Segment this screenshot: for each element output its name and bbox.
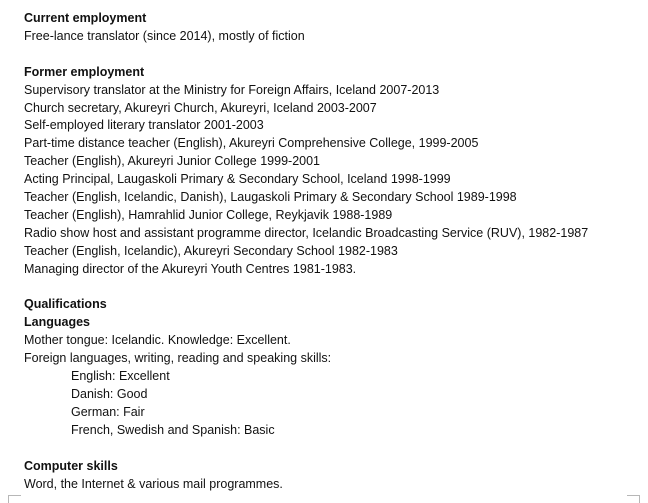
- computer-skills-heading: Computer skills: [24, 458, 118, 473]
- language-item: German: Fair: [71, 404, 145, 419]
- spacer: [24, 440, 634, 458]
- former-employment-item: Radio show host and assistant programme director, Icelandic Broadcasting Service (RUV), 1982-1987: [24, 225, 589, 240]
- former-employment-item: Managing director of the Akureyri Youth Centres 1981-1983.: [24, 261, 357, 276]
- spacer: [24, 46, 634, 64]
- foreign-languages-intro: Foreign languages, writing, reading and speaking skills:: [24, 351, 332, 366]
- former-employment-item: Part-time distance teacher (English), Akureyri Comprehensive College, 1999-2005: [24, 136, 479, 151]
- former-employment-item: Teacher (English), Hamrahlid Junior College, Reykjavik 1988-1989: [24, 207, 393, 222]
- former-employment-item: Teacher (English), Akureyri Junior College 1999-2001: [24, 154, 320, 169]
- former-employment-item: Teacher (English, Icelandic, Danish), Laugaskoli Primary & Secondary School 1989-1998: [24, 190, 517, 205]
- mother-tongue-text: Mother tongue: Icelandic. Knowledge: Excellent.: [24, 333, 291, 348]
- margin-corner-mark-left: [8, 495, 21, 503]
- spacer: [24, 279, 634, 297]
- current-employment-heading: Current employment: [24, 11, 147, 25]
- current-employment-text: Free-lance translator (since 2014), mostly of fiction: [24, 28, 305, 43]
- former-employment-item: Church secretary, Akureyri Church, Akureyri, Iceland 2003-2007: [24, 100, 377, 115]
- language-item: English: Excellent: [71, 369, 170, 384]
- former-employment-item: Supervisory translator at the Ministry for Foreign Affairs, Iceland 2007-2013: [24, 82, 440, 97]
- former-employment-item: Teacher (English, Icelandic), Akureyri Secondary School 1982-1983: [24, 243, 398, 258]
- language-item: French, Swedish and Spanish: Basic: [71, 422, 275, 437]
- qualifications-heading: Qualifications: [24, 297, 107, 312]
- language-item: Danish: Good: [71, 387, 148, 401]
- cv-content: [24, 10, 634, 493]
- languages-heading: Languages: [24, 315, 90, 330]
- former-employment-item: Acting Principal, Laugaskoli Primary & Secondary School, Iceland 1998-1999: [24, 172, 451, 187]
- former-employment-heading: Former employment: [24, 64, 145, 79]
- former-employment-item: Self-employed literary translator 2001-2003: [24, 118, 264, 133]
- margin-corner-mark-right: [627, 495, 640, 503]
- computer-skills-text: Word, the Internet & various mail programmes.: [24, 476, 283, 491]
